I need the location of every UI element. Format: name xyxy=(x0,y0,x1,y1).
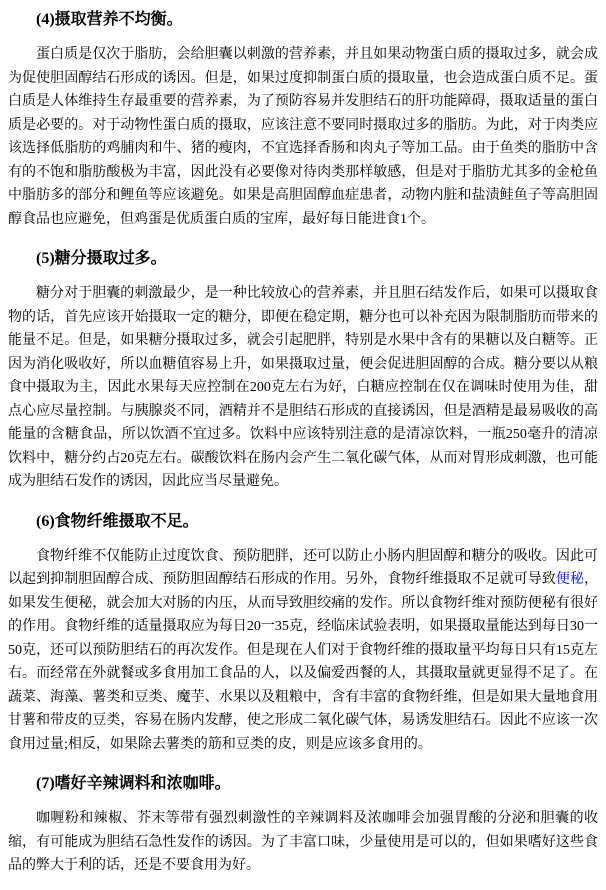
section-nutrition-imbalance xyxy=(8,8,598,231)
section-heading-4: (4)摄取营养不均衡。 xyxy=(36,11,183,28)
section-paragraph-6 xyxy=(8,545,598,757)
section-paragraph-7: 咖喱粉和辣椒、芥末等带有强烈刺激性的辛辣调料及浓咖啡会加强胃酸的分泌和胆囊的收缩，有可能成为胆结石急性发作的诱因。为了丰富口味，少量使用是可以的，但如果嗜好这些食品的弊大于利的话，还是不要食用为好。 xyxy=(8,811,598,873)
section-heading-5: (5)糖分摄取过多。 xyxy=(36,250,167,267)
section-paragraph-4: 蛋白质是仅次于脂肪，会给胆囊以刺激的营养素，并且如果动物蛋白质的摄取过多，就会成为促使胆固醇结石形成的诱因。但是，如果过度抑制蛋白质的摄取量，也会造成蛋白质不足。蛋白质是人体维持生存最重要的营养素，为了预防容易并发胆结石的肝功能障碍，摄取适量的蛋白质是必要的。对于动物性蛋白质的摄取，应该注意不要同时摄取过多的脂肪。为此，对于肉类应该选择低脂肪的鸡脯肉和牛、猪的瘦肉，不宜选择香肠和肉丸子等加工品。由于鱼类的脂肪中含有的不饱和脂肪酸极为丰富，因此没有必要像对待肉类那样敏感，但是对于脂肪尤其多的金枪鱼中脂肪多的部分和鲤鱼等应该避免。如果是高胆固醇血症患者，动物内脏和盐渍鲑鱼子等高胆固醇食品也应避免，但鸡蛋是优质蛋白质的宝库，最好每日能进食1个。 xyxy=(8,47,598,227)
section-spicy-and-coffee xyxy=(8,772,598,878)
section-heading-7: (7)嗜好辛辣调料和浓咖啡。 xyxy=(36,775,231,792)
section-paragraph-5: 糖分对于胆囊的刺激最少，是一种比较放心的营养素，并且胆石结发作后，如果可以摄取食物的话，首先应该开始摄取一定的糖分，即便在稳定期，糖分也可以补充因为限制脂肪而带来的能量不足。但是，如果糖分摄取过多，就会引起肥胖，特别是水果中含有的果糖以及白糖等。正因为消化吸收好，所以血糖值容易上升，如果摄取过量，便会促进胆固醇的合成。糖分要以从粮食中摄取为主，因此水果每天应控制在200克左右为好，白糖应控制在仅在调味时使用为佳，甜点心应尽量控制。与胰腺炎不同，酒精并不是胆结石形成的直接诱因，但是酒精是最易吸收的高能量的含糖食品，所以饮酒不宜过多。饮料中应该特别注意的是清凉饮料，一瓶250毫升的清凉饮料中，糖分约占20克左右。碳酸饮料在肠内会产生二氧化碳气体，从而对胃形成刺激，也可能成为胆结石发作的诱因，因此应当尽量避免。 xyxy=(8,286,598,489)
paragraph-text-after-link: ，如果发生便秘，就会加大对肠的内压，从而导致胆绞痛的发作。所以食物纤维对预防便秘有很好的作用。食物纤维的适量摄取应为每日20一35克，经临床试验表明，如果摄取量能达到每日30一50克，还可以预防胆结石的再次发作。但是现在人们对于食物纤维的摄取量平均每日只有15克左右。而经常在外就餐或多食用加工食品的人，以及偏爱西餐的人，其摄取量就更显得不足了。在蔬菜、海藻、薯类和豆类、魔芋、水果以及粗粮中，含有丰富的食物纤维，但是如果大量地食用甘薯和带皮的豆类，容易在肠内发酵，使之形成二氧化碳气体，易诱发胆结石。因此不应该一次食用过量;相反，如果除去薯类的筋和豆类的皮，则是应该多食用的。 xyxy=(8,572,599,752)
section-heading-6: (6)食物纤维摄取不足。 xyxy=(36,512,199,530)
constipation-link[interactable]: 便秘 xyxy=(555,572,585,587)
paragraph-text-before-link: 食物纤维不仅能防止过度饮食、预防肥胖，还可以防止小肠内胆固醇和糖分的吸收。因此可以起到抑制胆固醇合成、预防胆固醇结石形成的作用。另外，食物纤维摄取不足就可导致 xyxy=(8,548,598,587)
section-insufficient-fiber xyxy=(8,510,598,757)
section-excess-sugar xyxy=(8,247,598,494)
article-page xyxy=(8,8,598,878)
